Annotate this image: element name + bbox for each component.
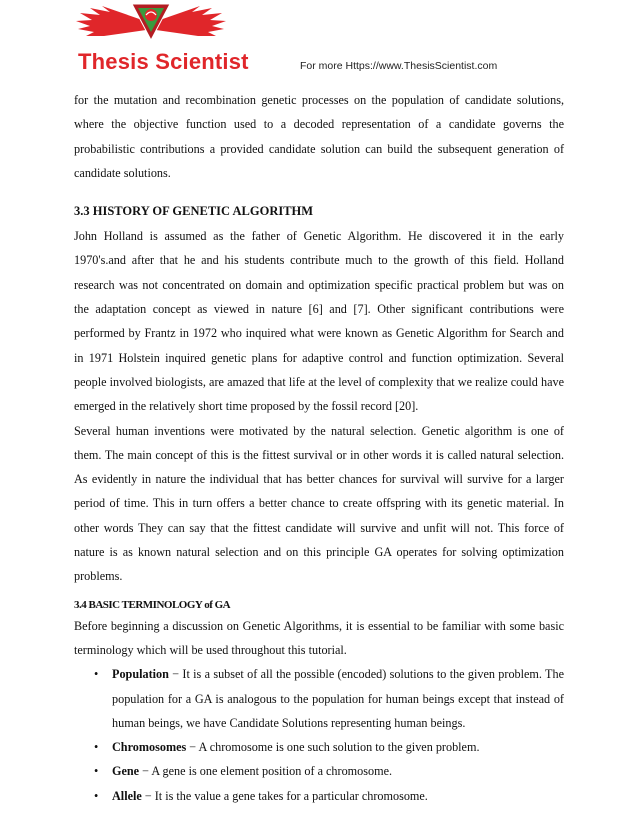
list-item	[74, 759, 564, 783]
list-item	[74, 784, 564, 808]
brand-name: Thesis Scientist	[78, 49, 249, 74]
term-population: Population	[112, 667, 169, 682]
term-gene: Gene	[112, 764, 140, 779]
list-item	[74, 735, 564, 759]
section-3-4-intro: Before beginning a discussion on Genetic Algorithms, it is essential to be familiar with some basic terminology which will be used throughout this tutorial.	[74, 618, 564, 657]
section-3-3-paragraph-2: Several human inventions were motivated by the natural selection. Genetic algorithm is one of them. The main concept of this is the fittest survival or in other words it is called natural selection. As evidently in nature the individual that has better chances for survival will survive for a larger period of time. This in turn offers a better chance to create offspring with its genetic material. In other words They can say that the fittest candidate will survive and unfit will not. This force of nature is as known natural selection and on this principle GA operates for solving optimization problems.	[74, 423, 564, 584]
term-allele: Allele	[112, 788, 142, 803]
section-3-3-paragraph-1: John Holland is assumed as the father of Genetic Algorithm. He discovered it in the early 1970's.and after that he and his students contribute much to the growth of this field. Holland research was not concentrated on domain and optimization specific practical problem but was on the adaptation concept as viewed in nature [6] and [7]. Other significant contributions were performed by Frantz in 1972 who inquired what were known as Genetic Algorithm for Search and in 1971 Holstein inquired genetic plans for adaptive control and function optimization. Several people involved biologists, are amazed that life at the level of complexity that we realize could have emerged in the relatively short time proposed by the fossil record [20].	[74, 229, 564, 414]
section-3-4-heading: 3.4 BASIC TERMINOLOGY of GA	[74, 598, 231, 611]
bullet-icon: •	[94, 764, 99, 779]
term-allele-definition: − It is the value a gene takes for a particular chromosome.	[141, 788, 428, 803]
bullet-icon: •	[94, 740, 99, 755]
document-body	[74, 88, 564, 808]
term-chromosomes-definition: − A chromosome is one such solution to the given problem.	[186, 740, 480, 755]
term-gene-definition: − A gene is one element position of a chromosome.	[139, 764, 393, 779]
term-chromosomes: Chromosomes	[112, 740, 187, 755]
page-header	[0, 0, 638, 88]
header-website-link[interactable]: For more Https://www.ThesisScientist.com	[300, 60, 498, 72]
term-population-definition: − It is a subset of all the possible (encoded) solutions to the given problem. The population for a GA is analogous to the population for human beings except that instead of human beings, we have Candidate Solutions representing human beings.	[112, 667, 564, 730]
bullet-icon: •	[94, 667, 99, 682]
intro-paragraph: for the mutation and recombination genetic processes on the population of candidate solutions, where the objective function used to a decoded representation of a candidate governs the probabilistic contributions a provided candidate solution can build the subsequent generation of candidate solutions.	[74, 93, 564, 180]
terminology-list	[74, 662, 564, 808]
list-item	[74, 662, 564, 735]
section-3-3-heading: 3.3 HISTORY OF GENETIC ALGORITHM	[74, 204, 314, 219]
bullet-icon: •	[94, 788, 99, 803]
